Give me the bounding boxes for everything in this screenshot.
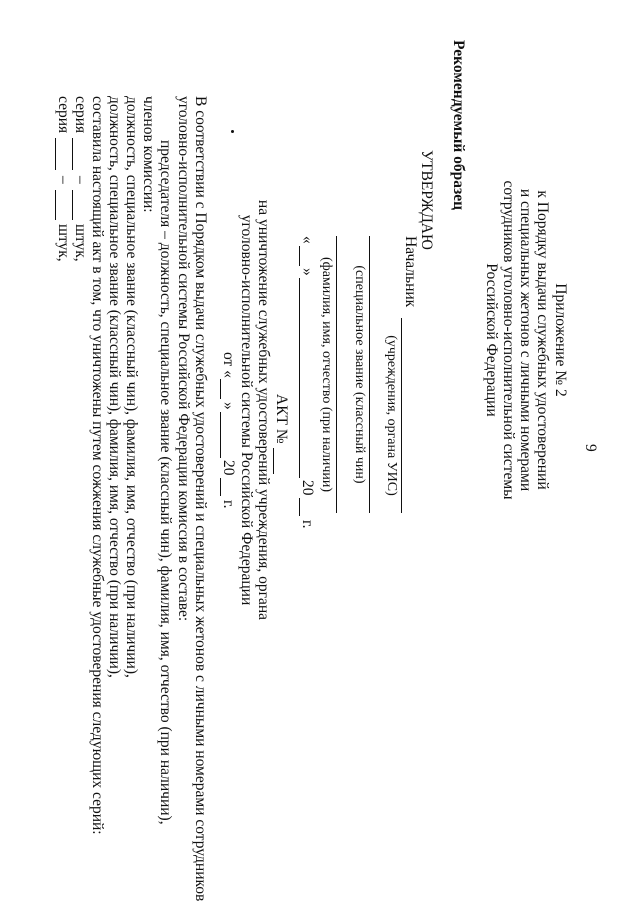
appendix-line-1: к Порядку выдачи служебных удостоверений <box>534 190 551 490</box>
recommended-sample: Рекомендуемый образец <box>450 40 467 211</box>
member-1: должность, специальное звание (классный чин), фамилия, имя, отчество (при наличии), <box>123 96 140 678</box>
series-number-line-2 <box>55 138 56 170</box>
series-unit-2: штук, <box>55 224 72 262</box>
approval-date-mid: » <box>299 268 316 276</box>
act-year-line <box>220 478 221 496</box>
approval-date-suffix: г. <box>299 520 316 529</box>
scan-mark <box>231 130 234 133</box>
para1-line-1: В соответствии с Порядком выдачи служебных удостоверений и специальных жетонов с личными номерами сотрудников <box>192 96 209 902</box>
series-count-line-2 <box>55 190 56 220</box>
act-date-from: от « <box>220 352 237 378</box>
act-subtitle-2: уголовно-исполнительной системы Российской Федерации <box>238 214 255 606</box>
series-number-line-1 <box>72 138 73 170</box>
approval-date-year: 20 <box>299 480 316 496</box>
approval-month-line <box>299 278 300 478</box>
rank-line <box>369 236 370 513</box>
statement-line: составила настоящий акт в том, что уничтожены путем сожжения служебные удостоверения следующих серий: <box>89 96 106 835</box>
para1-line-2: уголовно-исполнительной системы Российской Федерации комиссия в составе: <box>175 96 192 622</box>
act-date-suffix: г. <box>220 500 237 509</box>
act-day-line <box>220 379 221 399</box>
appendix-title: Приложение № 2 <box>552 283 569 397</box>
act-number-line <box>273 448 274 474</box>
series-label-2: серия <box>55 96 72 134</box>
series-label-1: серия <box>72 96 89 134</box>
institution-caption: (учреждения, органа УИС) <box>384 335 399 496</box>
appendix-line-2: и специальных жетонов с личными номерами <box>517 188 534 492</box>
appendix-line-4: Российской Федерации <box>483 263 500 417</box>
act-subtitle-1: на уничтожение служебных удостоверений учреждения, органа <box>255 199 272 621</box>
series-dash-2: – <box>55 176 72 184</box>
appendix-line-3: сотрудников уголовно-исполнительной системы <box>500 180 517 500</box>
series-unit-1: штук, <box>72 224 89 262</box>
member-2: должность, специальное звание (классный чин), фамилия, имя, отчество (при наличии), <box>106 96 123 678</box>
approval-heading: УТВЕРЖДАЮ <box>418 150 435 250</box>
page-number: 9 <box>582 444 599 452</box>
rank-caption: (специальное звание (классный чин) <box>352 265 367 484</box>
name-caption: (фамилия, имя, отчество (при наличии) <box>319 256 334 493</box>
series-count-line-1 <box>72 190 73 220</box>
approval-day-line <box>299 246 300 266</box>
act-date-mid: » <box>220 402 237 410</box>
act-date-year: 20 <box>220 460 237 476</box>
chairman-line: председателя – должность, специальное звание (классный чин), фамилия, имя, отчество (при наличии), <box>157 140 174 825</box>
approval-date-open: « <box>299 236 316 244</box>
name-line <box>336 236 337 513</box>
approval-year-line <box>299 498 300 516</box>
members-label: членов комиссии: <box>140 96 157 213</box>
act-month-line <box>220 412 221 458</box>
act-title: АКТ № <box>273 394 290 444</box>
institution-line <box>401 318 402 513</box>
series-dash-1: – <box>72 176 89 184</box>
chief-label: Начальник <box>402 236 419 308</box>
